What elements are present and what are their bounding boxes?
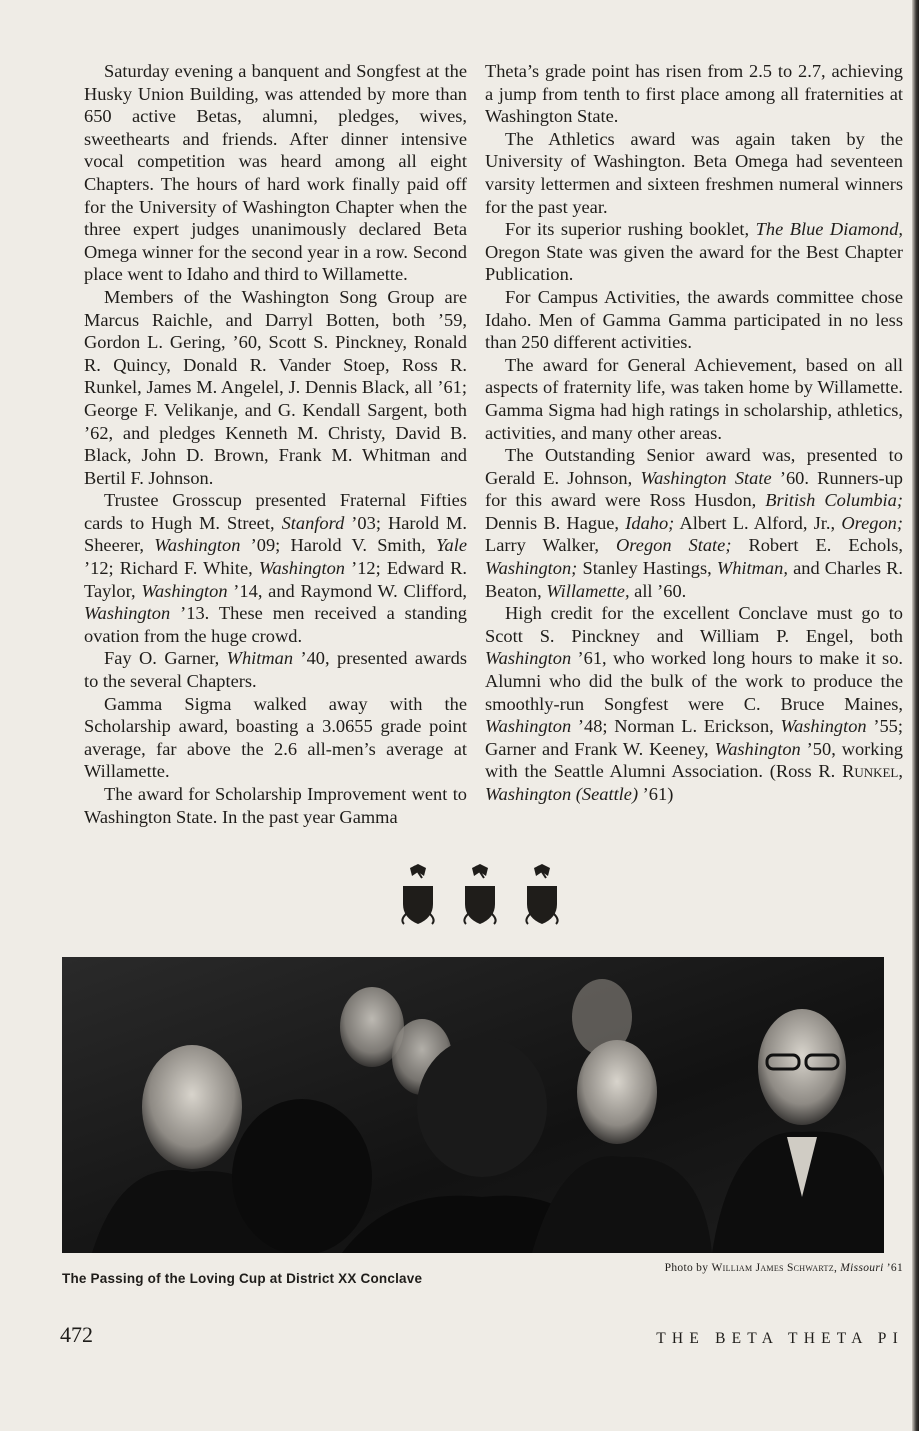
paragraph: For its superior rushing booklet, The Blue Diamond, Oregon State was given the award for the Best Chapter Publication. <box>485 219 903 285</box>
group-photo <box>62 957 884 1253</box>
paragraph: The Athletics award was again taken by the University of Washington. Beta Omega had seventeen varsity lettermen and sixteen freshmen numeral winners for the past year. <box>485 128 903 217</box>
running-head: THE BETA THETA PI <box>656 1330 904 1347</box>
fraternity-crest-icon <box>524 862 560 928</box>
section-divider-crests <box>400 858 560 928</box>
paragraph: Members of the Washington Song Group are Marcus Raichle, and Darryl Botten, both ’59, Gordon L. Gering, ’60, Scott S. Pinckney, Ronald R. Quincy, Donald R. Vander Stoep, Ross R. Runkel, James M. Angelel, J. Dennis Black, all ’61; George F. Velikanje, and G. Kendall Sargent, both ’62, and pledges Kenneth M. Christy, David B. Black, John D. Brown, Frank M. Whitman and Bertil F. Johnson. <box>84 286 467 488</box>
paragraph: Fay O. Garner, Whitman ’40, presented awards to the several Chapters. <box>84 648 467 692</box>
paragraph: Theta’s grade point has risen from 2.5 to 2.7, achieving a jump from tenth to first place among all fraternities at Washington State. <box>485 61 903 127</box>
paragraph: For Campus Activities, the awards committee chose Idaho. Men of Gamma Gamma participated in no less than 250 different activities. <box>485 286 903 353</box>
page-number: 472 <box>60 1322 93 1347</box>
fraternity-crest-icon <box>462 862 498 928</box>
left-column <box>84 60 467 828</box>
paragraph: Trustee Grosscup presented Fraternal Fifties cards to Hugh M. Street, Stanford ’03; Harold M. Sheerer, Washington ’09; Harold V. Smith, Yale ’12; Richard F. White, Washington ’12; Edward R. Taylor, Washington ’14, and Raymond W. Clifford, Washington ’13. These men received a standing ovation from the huge crowd. <box>84 490 468 646</box>
paragraph: Gamma Sigma walked away with the Scholarship award, boasting a 3.0655 grade point average, far above the 2.6 all-men’s average at Willamette. <box>84 693 467 782</box>
right-column <box>485 60 903 806</box>
photo-caption: The Passing of the Loving Cup at District XX Conclave <box>62 1271 423 1286</box>
paragraph: The Outstanding Senior award was, presented to Gerald E. Johnson, Washington State ’60. Runners-up for this award were Ross Husdon, British Columbia; Dennis B. Hague, Idaho; Albert L. Alford, Jr., Oregon; Larry Walker, Oregon State; Robert E. Echols, Washington; Stanley Hastings, Whitman, and Charles R. Beaton, Willamette, all ’60. <box>485 445 904 601</box>
fraternity-crest-icon <box>400 862 436 928</box>
paragraph: The award for General Achievement, based on all aspects of fraternity life, was taken home by Willamette. Gamma Sigma had high ratings in scholarship, athletics, activities, and many other areas. <box>485 354 903 443</box>
page-edge <box>912 0 919 1431</box>
paragraph: Saturday evening a banquent and Songfest at the Husky Union Building, was attended by more than 650 active Betas, alumni, pledges, wives, sweethearts and friends. After dinner intensive vocal competition was heard among all eight Chapters. The hours of hard work finally paid off for the University of Washington Chapter when the three expert judges unanimously declared Beta Omega winner for the second year in a row. Second place went to Idaho and third to Willamette. <box>84 61 467 285</box>
photo-credit: Photo by William James Schwartz, Missouri ’61 <box>664 1262 903 1274</box>
paragraph: High credit for the excellent Conclave must go to Scott S. Pinckney and William P. Engel, both Washington ’61, who worked long hours to make it so. Alumni who did the bulk of the work to produce the smoothly-run Songfest were C. Bruce Maines, Washington ’48; Norman L. Erickson, Washington ’55; Garner and Frank W. Keeney, Washington ’50, working with the Seattle Alumni Association. (Ross R. Runkel, Washington (Seattle) ’61) <box>485 603 903 804</box>
paragraph: The award for Scholarship Improvement went to Washington State. In the past year Gamma <box>84 784 467 827</box>
